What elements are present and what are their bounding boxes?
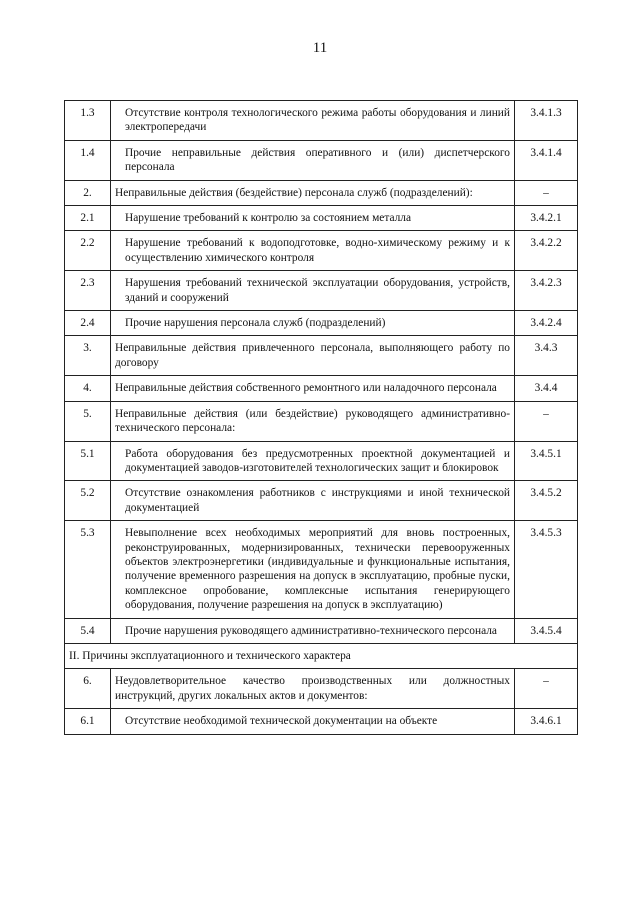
row-number: 5.2 — [65, 481, 111, 521]
row-number: 2. — [65, 180, 111, 205]
row-code: 3.4.2.4 — [515, 311, 578, 336]
table-row — [65, 180, 578, 205]
row-number: 3. — [65, 336, 111, 376]
table-row — [65, 669, 578, 709]
table-row — [65, 311, 578, 336]
table-row — [65, 336, 578, 376]
row-code: 3.4.2.1 — [515, 206, 578, 231]
table-row — [65, 231, 578, 271]
section-heading: II. Причины эксплуатационного и технического характера — [65, 643, 578, 668]
row-description: Нарушения требований технической эксплуатации оборудования, устройств, зданий и сооружений — [111, 271, 515, 311]
table-row — [65, 618, 578, 643]
table-row — [65, 521, 578, 618]
row-description: Отсутствие контроля технологического режима работы оборудования и линий электропередачи — [111, 101, 515, 141]
row-number: 6.1 — [65, 709, 111, 734]
table-row — [65, 271, 578, 311]
row-number: 5.3 — [65, 521, 111, 618]
row-code: 3.4.5.2 — [515, 481, 578, 521]
row-description: Прочие неправильные действия оперативного и (или) диспетчерского персонала — [111, 140, 515, 180]
table-row — [65, 206, 578, 231]
row-code: – — [515, 669, 578, 709]
row-code: 3.4.4 — [515, 376, 578, 401]
row-code: 3.4.1.4 — [515, 140, 578, 180]
table-row — [65, 376, 578, 401]
row-code: – — [515, 180, 578, 205]
row-description: Нарушение требований к водоподготовке, водно-химическому режиму и к осуществлению химического контроля — [111, 231, 515, 271]
row-description: Прочие нарушения руководящего административно-технического персонала — [111, 618, 515, 643]
row-number: 5.4 — [65, 618, 111, 643]
row-number: 2.3 — [65, 271, 111, 311]
table-row — [65, 441, 578, 481]
causes-table — [64, 100, 578, 735]
row-description: Невыполнение всех необходимых мероприятий для вновь построенных, реконструированных, модернизированных, технически перевооруженных объектов электроэнергетики (индивидуальные и функциональные испытания, получение временного разрешения на допуск в эксплуатацию, пробные пуски, комплексное опробование, комплексные испытания генерирующего оборудования, получение разрешения на допуск в эксплуатацию) — [111, 521, 515, 618]
row-number: 4. — [65, 376, 111, 401]
row-description: Работа оборудования без предусмотренных проектной документацией и документацией заводов-изготовителей технологических защит и блокировок — [111, 441, 515, 481]
page-number: 11 — [312, 40, 328, 56]
row-code: 3.4.5.3 — [515, 521, 578, 618]
row-code: 3.4.6.1 — [515, 709, 578, 734]
row-description: Прочие нарушения персонала служб (подразделений) — [111, 311, 515, 336]
row-number: 5.1 — [65, 441, 111, 481]
row-number: 6. — [65, 669, 111, 709]
row-description: Отсутствие необходимой технической документации на объекте — [111, 709, 515, 734]
row-code: 3.4.3 — [515, 336, 578, 376]
row-number: 2.2 — [65, 231, 111, 271]
row-description: Нарушение требований к контролю за состоянием металла — [111, 206, 515, 231]
row-description: Отсутствие ознакомления работников с инструкциями и иной технической документацией — [111, 481, 515, 521]
row-number: 2.4 — [65, 311, 111, 336]
row-number: 5. — [65, 401, 111, 441]
row-description: Неправильные действия (бездействие) персонала служб (подразделений): — [111, 180, 515, 205]
row-description: Неправильные действия собственного ремонтного или наладочного персонала — [111, 376, 515, 401]
row-description: Неудовлетворительное качество производственных или должностных инструкций, других локальных актов и документов: — [111, 669, 515, 709]
row-code: 3.4.5.4 — [515, 618, 578, 643]
row-code: – — [515, 401, 578, 441]
row-number: 1.4 — [65, 140, 111, 180]
row-code: 3.4.1.3 — [515, 101, 578, 141]
row-description: Неправильные действия (или бездействие) руководящего административно-технического персонала: — [111, 401, 515, 441]
table-row — [65, 140, 578, 180]
table-row — [65, 709, 578, 734]
row-number: 1.3 — [65, 101, 111, 141]
table-row — [65, 101, 578, 141]
row-description: Неправильные действия привлеченного персонала, выполняющего работу по договору — [111, 336, 515, 376]
table-row — [65, 401, 578, 441]
row-code: 3.4.5.1 — [515, 441, 578, 481]
section-row — [65, 643, 578, 668]
table-body — [65, 101, 578, 735]
row-code: 3.4.2.3 — [515, 271, 578, 311]
row-number: 2.1 — [65, 206, 111, 231]
table-row — [65, 481, 578, 521]
row-code: 3.4.2.2 — [515, 231, 578, 271]
